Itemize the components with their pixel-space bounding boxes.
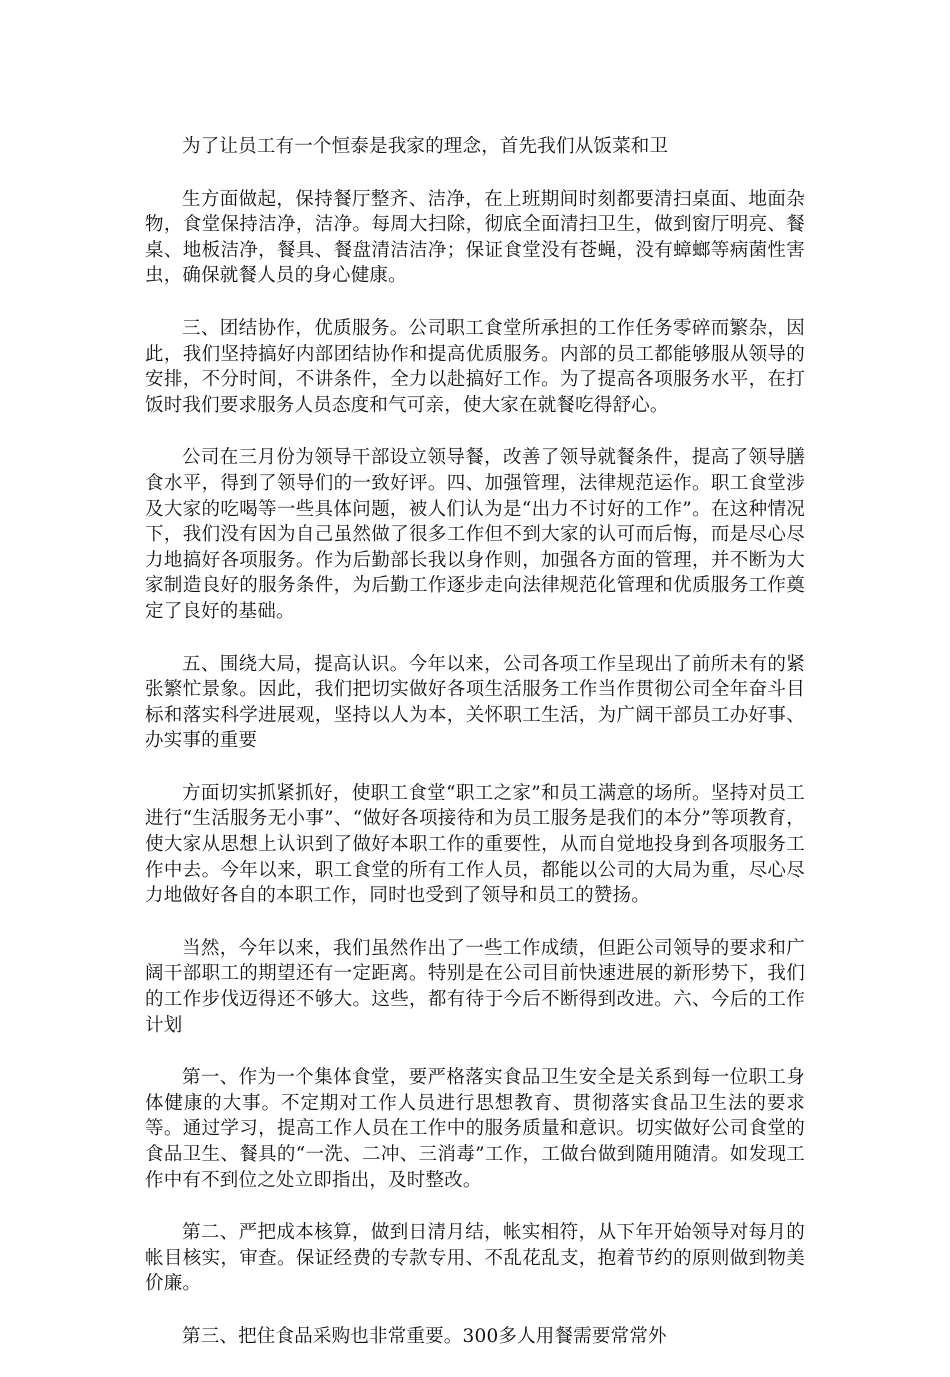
paragraph-8: 第一、作为一个集体食堂，要严格落实食品卫生安全是关系到每一位职工身体健康的大事。不定期对工作人员进行思想教育、贯彻落实食品卫生法的要求等。通过学习，提高工作人员在工作中的服务质量和意识。切实做好公司食堂的食品卫生、餐具的“一洗、二冲、三消毒”工作，工做台做到随用随清。如发现工作中有不到位之处立即指出，及时整改。 <box>145 1067 805 1191</box>
paragraph-2: 生方面做起，保持餐厅整齐、洁净，在上班期间时刻都要清扫桌面、地面杂物，食堂保持洁净，洁净。每周大扫除，彻底全面清扫卫生，做到窗厅明亮、餐桌、地板洁净，餐具、餐盘清洁洁净；保证食堂没有苍蝇，没有蟑螂等病菌性害虫，确保就餐人员的身心健康。 <box>145 188 805 287</box>
document-body <box>145 134 805 1377</box>
paragraph-1: 为了让员工有一个恒泰是我家的理念，首先我们从饭菜和卫 <box>182 136 669 157</box>
paragraph-10: 第三、把住食品采购也非常重要。300多人用餐需要常常外 <box>182 1325 667 1347</box>
paragraph-7: 当然，今年以来，我们虽然作出了一些工作成绩，但距公司领导的要求和广阔干部职工的期望还有一定距离。特别是在公司目前快速进展的新形势下，我们的工作步伐迈得还不够大。这些，都有待于今后不断得到改进。六、今后的工作计划 <box>145 937 805 1036</box>
paragraph-3: 三、团结协作，优质服务。公司职工食堂所承担的工作任务零碎而繁杂，因此，我们坚持搞好内部团结协作和提高优质服务。内部的员工都能够服从领导的安排，不分时间，不讲条件，全力以赴搞好工作。为了提高各项服务水平，在打饭时我们要求服务人员态度和气可亲，使大家在就餐吃得舒心。 <box>145 317 805 416</box>
paragraph-5: 五、围绕大局，提高认识。今年以来，公司各项工作呈现出了前所未有的紧张繁忙景象。因此，我们把切实做好各项生活服务工作当作贯彻公司全年奋斗目标和落实科学进展观，坚持以人为本，关怀职工生活，为广阔干部员工办好事、办实事的重要 <box>145 653 805 752</box>
paragraph-9: 第二、严把成本核算，做到日清月结，帐实相符，从下年开始领导对每月的帐目核实，审查。保证经费的专款专用、不乱花乱支，抱着节约的原则做到物美价廉。 <box>145 1222 805 1295</box>
paragraph-4: 公司在三月份为领导干部设立领导餐，改善了领导就餐条件，提高了领导膳食水平，得到了领导们的一致好评。四、加强管理，法律规范运作。职工食堂涉及大家的吃喝等一些具体问题，被人们认为是“出力不讨好的工作”。在这种情况下，我们没有因为自己虽然做了很多工作但不到大家的认可而后悔，而是尽心尽力地搞好各项服务。作为后勤部长我以身作则，加强各方面的管理，并不断为大家制造良好的服务条件，为后勤工作逐步走向法律规范化管理和优质服务工作奠定了良好的基础。 <box>145 447 805 622</box>
paragraph-6: 方面切实抓紧抓好，使职工食堂“职工之家”和员工满意的场所。坚持对员工进行“生活服务无小事”、“做好各项接待和为员工服务是我们的本分”等项教育，使大家从思想上认识到了做好本职工作的重要性，从而自觉地投身到各项服务工作中去。今年以来，职工食堂的所有工作人员，都能以公司的大局为重，尽心尽力地做好各自的本职工作，同时也受到了领导和员工的赞扬。 <box>145 782 805 907</box>
